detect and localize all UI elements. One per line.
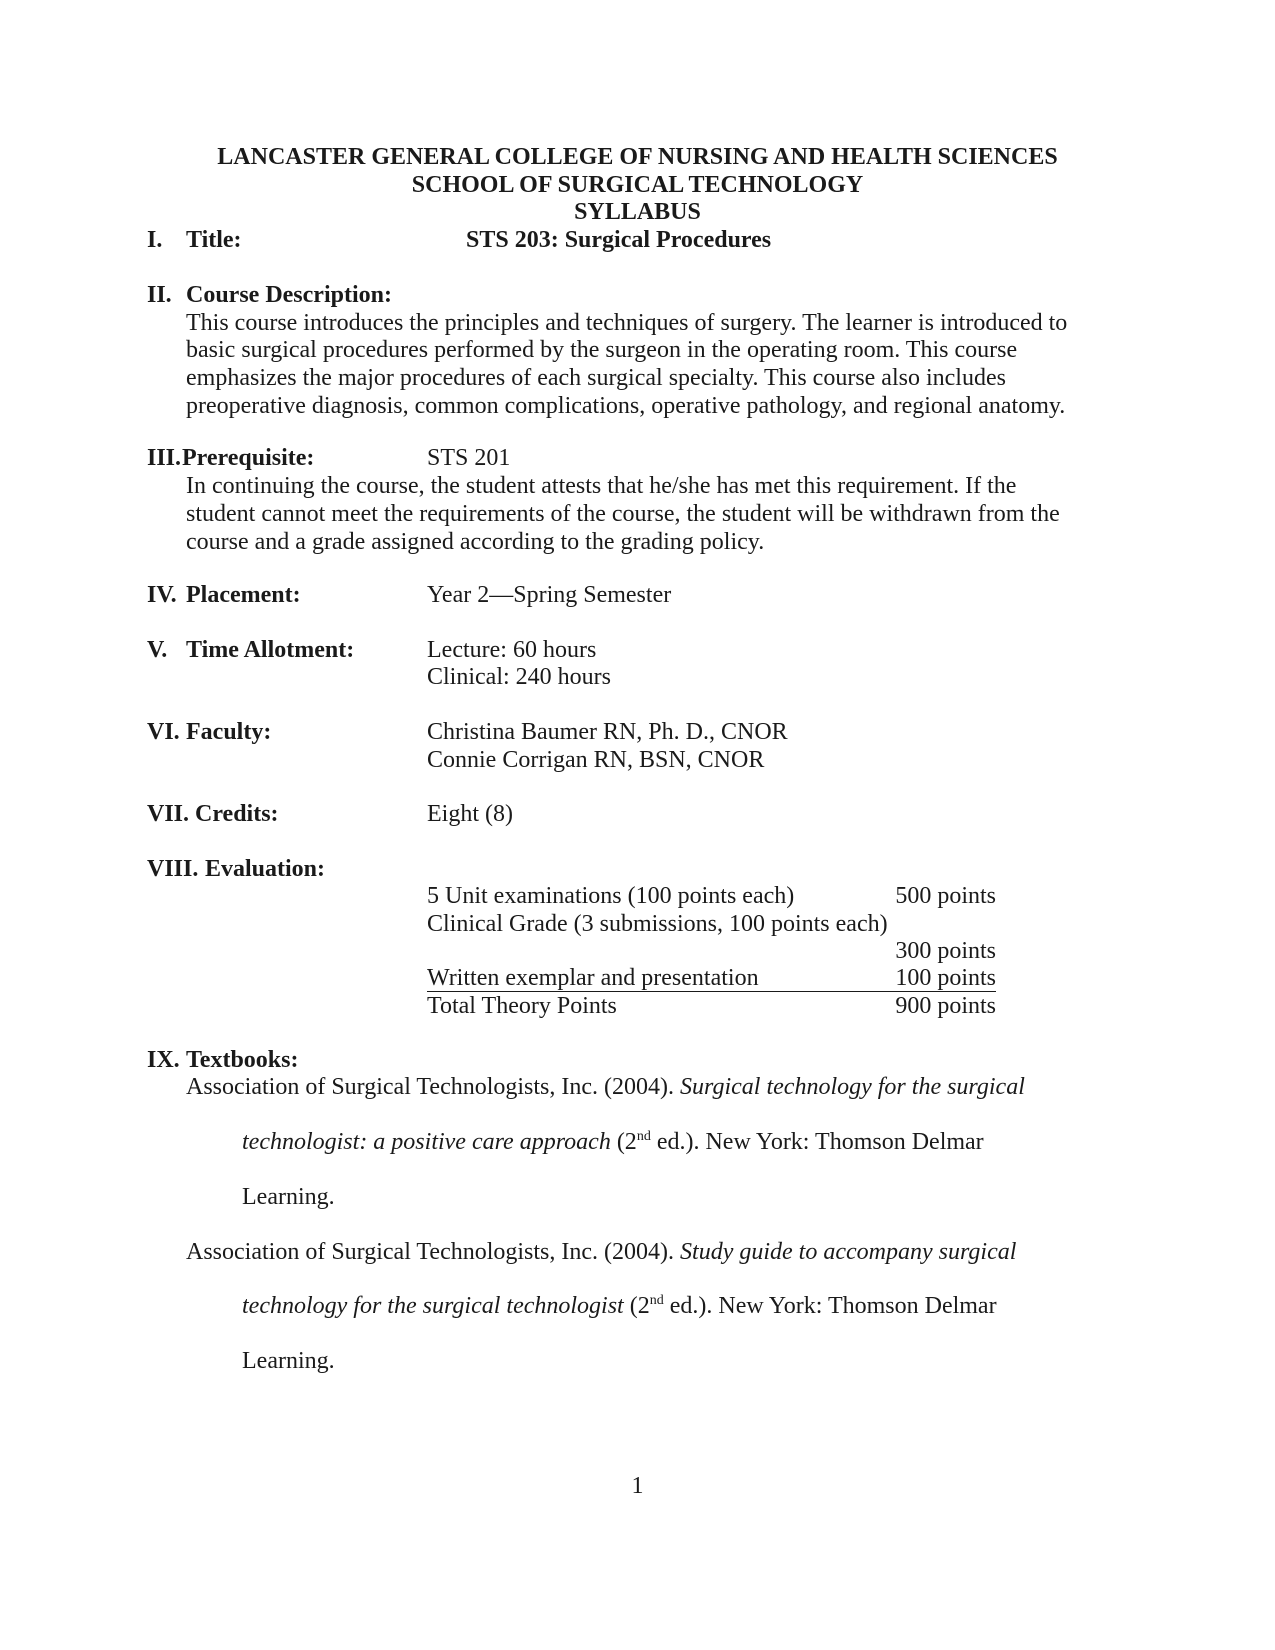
college-name: LANCASTER GENERAL COLLEGE OF NURSING AND HEALTH SCIENCES (217, 144, 1058, 170)
section-number-faculty: VI. (147, 719, 180, 745)
evaluation-points: 300 points (895, 938, 996, 964)
section-number-placement: IV. (147, 582, 177, 608)
evaluation-item: Written exemplar and presentation (427, 965, 759, 991)
textbook-title: technologist: a positive care approach (242, 1129, 611, 1155)
credits-value: Eight (8) (427, 801, 513, 827)
publisher-text: ed.). New York: Thomson Delmar (663, 1293, 997, 1319)
course-title: STS 203: Surgical Procedures (466, 227, 772, 253)
section-number-description: II. (147, 282, 172, 308)
description-line: basic surgical procedures performed by the surgeon in the operating room. This course (186, 337, 1018, 363)
credits-label: Credits: (195, 801, 279, 827)
evaluation-label: Evaluation: (205, 856, 326, 882)
textbook-reference-line (186, 1073, 1025, 1101)
title-label: Title: (186, 227, 242, 253)
textbook-reference-line (186, 1238, 1016, 1266)
textbook-reference-line (242, 1292, 997, 1320)
faculty-member: Christina Baumer RN, Ph. D., CNOR (427, 719, 788, 745)
textbook-author: Association of Surgical Technologists, Inc. (2004). (186, 1074, 681, 1100)
document-title: SYLLABUS (574, 199, 701, 225)
edition-superscript: nd (649, 1293, 664, 1308)
prerequisite-label: Prerequisite: (182, 445, 315, 471)
textbook-reference-end: Learning. (242, 1348, 335, 1374)
textbook-title: Study guide to accompany surgical (680, 1239, 1017, 1265)
section-number-prerequisite: III. (147, 445, 182, 471)
section-number-time-allotment: V. (147, 637, 168, 663)
textbook-reference-end: Learning. (242, 1184, 335, 1210)
placement-value: Year 2—Spring Semester (427, 582, 672, 608)
edition-text: (2 (610, 1129, 637, 1155)
description-line: This course introduces the principles and techniques of surgery. The learner is introduced to (186, 310, 1068, 336)
description-line: emphasizes the major procedures of each surgical specialty. This course also includes (186, 365, 1006, 391)
prerequisite-line: student cannot meet the requirements of the course, the student will be withdrawn from the (186, 501, 1060, 527)
section-number-textbooks: IX. (147, 1047, 180, 1073)
school-name: SCHOOL OF SURGICAL TECHNOLOGY (411, 172, 864, 198)
prerequisite-value: STS 201 (427, 445, 511, 471)
evaluation-item: 5 Unit examinations (100 points each) (427, 883, 795, 909)
textbook-reference-line (242, 1128, 984, 1156)
description-line: preoperative diagnosis, common complications, operative pathology, and regional anatomy. (186, 393, 1066, 419)
course-description-label: Course Description: (186, 282, 392, 308)
section-number-evaluation: VIII. (147, 856, 199, 882)
textbook-title: Surgical technology for the surgical (680, 1074, 1025, 1100)
section-number-credits: VII. (147, 801, 190, 827)
textbook-author: Association of Surgical Technologists, Inc. (2004). (186, 1239, 681, 1265)
edition-superscript: nd (636, 1129, 651, 1144)
time-allotment-label: Time Allotment: (186, 637, 355, 663)
evaluation-points: 500 points (895, 883, 996, 909)
edition-text: (2 (623, 1293, 650, 1319)
evaluation-total-points: 900 points (895, 993, 996, 1019)
lecture-hours: Lecture: 60 hours (427, 637, 597, 663)
evaluation-total-label: Total Theory Points (427, 993, 617, 1019)
page-number: 1 (631, 1473, 644, 1499)
prerequisite-line: course and a grade assigned according to the grading policy. (186, 529, 765, 555)
placement-label: Placement: (186, 582, 301, 608)
evaluation-points: 100 points (895, 965, 996, 991)
textbook-title: technology for the surgical technologist (242, 1293, 624, 1319)
faculty-label: Faculty: (186, 719, 272, 745)
textbooks-label: Textbooks: (186, 1047, 299, 1073)
evaluation-item: Clinical Grade (3 submissions, 100 points each) (427, 911, 888, 937)
evaluation-row-underlined (427, 965, 996, 992)
faculty-member: Connie Corrigan RN, BSN, CNOR (427, 747, 765, 773)
publisher-text: ed.). New York: Thomson Delmar (650, 1129, 984, 1155)
section-number-title: I. (147, 227, 163, 253)
prerequisite-line: In continuing the course, the student attests that he/she has met this requirement. If the (186, 473, 1017, 499)
clinical-hours: Clinical: 240 hours (427, 664, 611, 690)
